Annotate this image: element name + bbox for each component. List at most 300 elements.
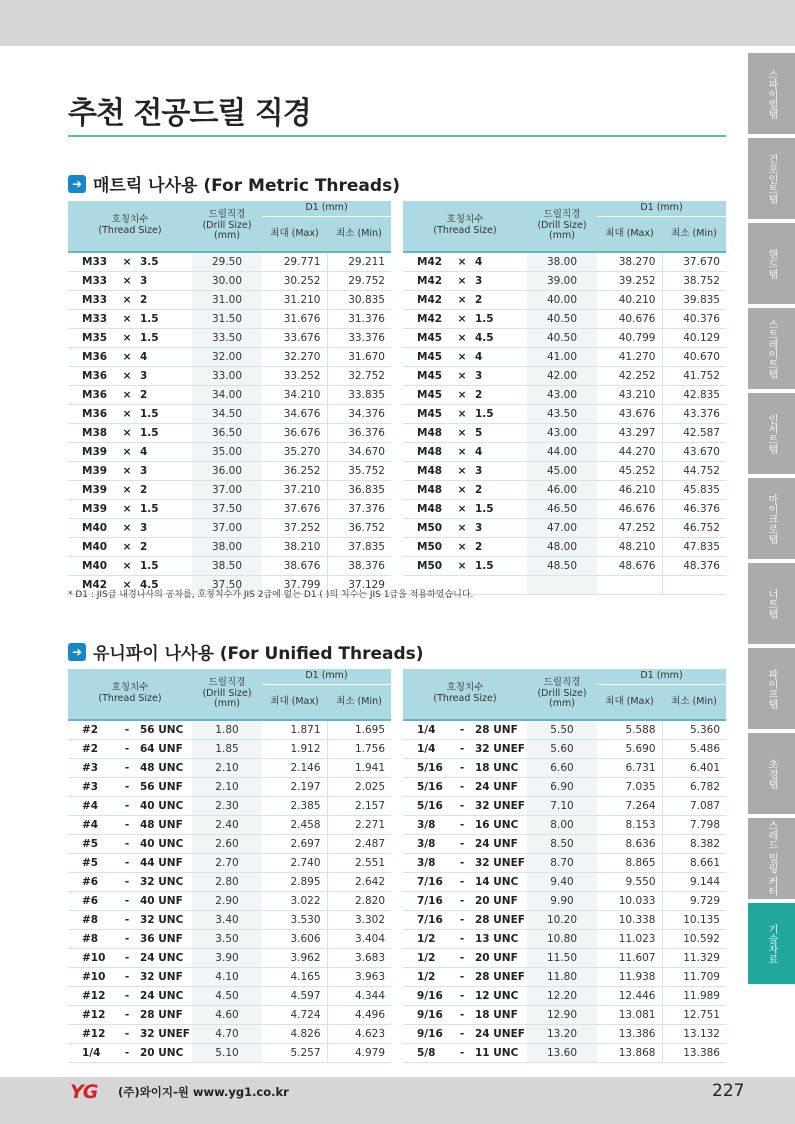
drill-size-cell: 7.10	[527, 797, 597, 816]
d1-min-cell: 2.025	[327, 778, 391, 797]
thread-major: #12	[82, 1028, 106, 1040]
d1-max-cell: 7.035	[597, 778, 662, 797]
drill-size-cell: 40.00	[527, 291, 597, 310]
d1-max-cell: 2.146	[262, 759, 327, 778]
drill-size-cell: 3.90	[192, 949, 262, 968]
d1-min-cell: 3.302	[327, 911, 391, 930]
d1-max-cell: 2.740	[262, 854, 327, 873]
side-tab[interactable]	[748, 648, 795, 729]
thread-pitch: 11 UNC	[475, 1047, 519, 1059]
d1-max-cell: 37.799	[262, 576, 327, 595]
table-row	[403, 557, 726, 576]
thread-separator: -	[459, 800, 465, 812]
thread-separator: -	[124, 971, 130, 983]
table-row	[68, 500, 391, 519]
d1-min-cell: 4.344	[327, 987, 391, 1006]
table-row	[68, 348, 391, 367]
header-thread-ko: 호칭치수	[446, 682, 484, 694]
thread-separator: -	[124, 990, 130, 1002]
drill-size-cell: 3.40	[192, 911, 262, 930]
d1-min-cell: 41.752	[662, 367, 726, 386]
table-row	[68, 949, 391, 968]
thread-pitch: 24 UNC	[140, 990, 184, 1002]
thread-size-cell	[68, 720, 192, 740]
d1-min-cell: 37.835	[327, 538, 391, 557]
unified-table-left	[68, 669, 391, 1063]
side-tab[interactable]	[748, 818, 795, 899]
thread-separator: ×	[122, 541, 132, 553]
d1-min-cell: 33.376	[327, 329, 391, 348]
thread-major: #10	[82, 952, 106, 964]
thread-pitch: 28 UNF	[140, 1009, 183, 1021]
header-drill-ko: 드릴직경	[543, 208, 581, 220]
thread-pitch: 2	[475, 294, 483, 306]
thread-major: 5/16	[417, 762, 443, 774]
thread-major: M42	[82, 579, 108, 591]
table-row	[68, 424, 391, 443]
table-row	[403, 252, 726, 272]
thread-size-cell	[68, 816, 192, 835]
table-row	[403, 538, 726, 557]
side-tab[interactable]	[748, 223, 795, 304]
thread-size-cell	[68, 1025, 192, 1044]
table-row	[68, 1025, 391, 1044]
d1-min-cell: 32.752	[327, 367, 391, 386]
drill-size-cell: 33.50	[192, 329, 262, 348]
side-tab[interactable]	[748, 138, 795, 219]
d1-max-cell: 31.210	[262, 291, 327, 310]
header-drill-en: (Drill Size)	[202, 219, 252, 231]
thread-major: #8	[82, 914, 99, 926]
thread-separator: -	[459, 990, 465, 1002]
table-row	[403, 291, 726, 310]
thread-pitch: 48 UNC	[140, 762, 184, 774]
d1-min-cell: 10.135	[662, 911, 726, 930]
table-row	[403, 367, 726, 386]
header-drill-size	[192, 669, 262, 720]
thread-separator: ×	[457, 484, 467, 496]
table-row	[403, 854, 726, 873]
header-thread-en: (Thread Size)	[98, 225, 162, 236]
thread-separator: ×	[122, 256, 132, 268]
d1-max-cell: 38.676	[262, 557, 327, 576]
thread-pitch: 4.5	[140, 579, 159, 591]
table-row	[68, 968, 391, 987]
thread-separator: ×	[457, 446, 467, 458]
table-row	[68, 911, 391, 930]
thread-size-cell	[68, 500, 192, 519]
table-row	[403, 424, 726, 443]
thread-size-cell	[403, 1006, 527, 1025]
table-row	[68, 462, 391, 481]
thread-pitch: 4.5	[475, 332, 494, 344]
d1-min-cell: 31.670	[327, 348, 391, 367]
header-thread-size	[68, 669, 192, 720]
d1-max-cell: 46.210	[597, 481, 662, 500]
thread-separator: ×	[457, 294, 467, 306]
d1-max-cell: 2.385	[262, 797, 327, 816]
side-tab-label: 기술자료	[766, 923, 777, 964]
table-row	[68, 987, 391, 1006]
side-tabs	[748, 53, 795, 988]
thread-size-cell	[403, 759, 527, 778]
thread-size-cell	[403, 835, 527, 854]
thread-pitch: 2	[475, 541, 483, 553]
thread-pitch: 16 UNC	[475, 819, 519, 831]
d1-max-cell: 11.607	[597, 949, 662, 968]
thread-major: 1/2	[417, 952, 436, 964]
drill-size-cell: 33.00	[192, 367, 262, 386]
d1-max-cell: 6.731	[597, 759, 662, 778]
d1-min-cell: 11.329	[662, 949, 726, 968]
thread-separator: -	[124, 819, 130, 831]
drill-size-cell: 4.60	[192, 1006, 262, 1025]
thread-pitch: 3	[475, 275, 483, 287]
thread-major: M45	[417, 408, 443, 420]
thread-size-cell	[403, 797, 527, 816]
d1-max-cell: 8.636	[597, 835, 662, 854]
thread-size-cell	[403, 538, 527, 557]
d1-min-cell: 2.487	[327, 835, 391, 854]
d1-min-cell: 43.376	[662, 405, 726, 424]
thread-pitch: 3	[475, 465, 483, 477]
d1-max-cell: 11.938	[597, 968, 662, 987]
table-row	[403, 1006, 726, 1025]
header-min: 최소 (Min)	[662, 217, 726, 253]
d1-max-cell: 13.868	[597, 1044, 662, 1063]
drill-size-cell: 5.10	[192, 1044, 262, 1063]
drill-size-cell: 38.00	[192, 538, 262, 557]
thread-major: M42	[417, 256, 443, 268]
table-row	[403, 816, 726, 835]
table-row	[403, 987, 726, 1006]
d1-max-cell: 42.252	[597, 367, 662, 386]
thread-major: M40	[82, 560, 108, 572]
arrow-icon: ➜	[68, 175, 86, 193]
thread-size-cell	[403, 519, 527, 538]
side-tab-label: 초경탭	[766, 758, 777, 789]
thread-size-cell	[403, 911, 527, 930]
side-tab[interactable]	[748, 478, 795, 559]
table-row	[68, 557, 391, 576]
thread-major: M39	[82, 465, 108, 477]
drill-size-cell: 11.80	[527, 968, 597, 987]
thread-major: M36	[82, 370, 108, 382]
thread-size-cell	[403, 500, 527, 519]
table-row	[403, 405, 726, 424]
d1-min-cell: 48.376	[662, 557, 726, 576]
header-d1: D1 (mm)	[262, 201, 391, 217]
thread-size-cell	[68, 310, 192, 329]
drill-size-cell: 8.70	[527, 854, 597, 873]
drill-size-cell: 9.40	[527, 873, 597, 892]
thread-size-cell	[403, 816, 527, 835]
table-row	[403, 348, 726, 367]
thread-size-cell	[403, 873, 527, 892]
thread-major: 1/4	[82, 1047, 101, 1059]
thread-size-cell	[68, 949, 192, 968]
d1-max-cell: 45.252	[597, 462, 662, 481]
d1-min-cell: 9.144	[662, 873, 726, 892]
header-min: 최소 (Min)	[662, 685, 726, 721]
thread-pitch: 32 UNEF	[475, 857, 525, 869]
thread-pitch: 1.5	[140, 560, 159, 572]
thread-separator: -	[124, 1009, 130, 1021]
table-row	[68, 272, 391, 291]
side-tab[interactable]	[748, 903, 795, 984]
thread-major: 9/16	[417, 1028, 443, 1040]
side-tab[interactable]	[748, 733, 795, 814]
thread-size-cell	[68, 968, 192, 987]
thread-major: M33	[82, 275, 108, 287]
d1-min-cell: 2.820	[327, 892, 391, 911]
table-row	[68, 720, 391, 740]
thread-size-cell	[68, 519, 192, 538]
d1-max-cell: 5.690	[597, 740, 662, 759]
table-row	[403, 873, 726, 892]
side-tab[interactable]	[748, 563, 795, 644]
thread-pitch: 3	[140, 522, 148, 534]
thread-pitch: 4	[475, 351, 483, 363]
thread-major: 5/8	[417, 1047, 436, 1059]
d1-min-cell: 33.835	[327, 386, 391, 405]
thread-separator: ×	[457, 427, 467, 439]
thread-pitch: 40 UNC	[140, 838, 184, 850]
drill-size-cell: 2.70	[192, 854, 262, 873]
thread-major: M36	[82, 389, 108, 401]
thread-major: M40	[82, 541, 108, 553]
d1-min-cell: 4.979	[327, 1044, 391, 1063]
drill-size-cell: 6.60	[527, 759, 597, 778]
table-row	[403, 911, 726, 930]
side-tab[interactable]	[748, 53, 795, 134]
thread-pitch: 1.5	[475, 503, 494, 515]
section-unified-label: 유니파이 나사용 (For Unified Threads)	[93, 644, 424, 664]
table-row	[68, 329, 391, 348]
thread-size-cell	[68, 272, 192, 291]
header-max: 최대 (Max)	[262, 685, 327, 721]
drill-size-cell: 2.40	[192, 816, 262, 835]
d1-max-cell: 33.676	[262, 329, 327, 348]
header-thread-en: (Thread Size)	[98, 693, 162, 704]
d1-min-cell: 6.401	[662, 759, 726, 778]
thread-pitch: 32 UNF	[140, 971, 183, 983]
thread-separator: -	[124, 933, 130, 945]
drill-size-cell: 38.50	[192, 557, 262, 576]
thread-size-cell	[68, 892, 192, 911]
thread-size-cell	[68, 405, 192, 424]
table-row	[403, 892, 726, 911]
thread-size-cell	[403, 740, 527, 759]
thread-major: M33	[82, 313, 108, 325]
table-row	[403, 968, 726, 987]
thread-pitch: 1.5	[475, 560, 494, 572]
thread-major: #3	[82, 762, 99, 774]
thread-size-cell	[403, 720, 527, 740]
d1-max-cell: 48.210	[597, 538, 662, 557]
thread-pitch: 2	[475, 484, 483, 496]
d1-min-cell: 4.496	[327, 1006, 391, 1025]
table-row	[403, 519, 726, 538]
d1-min-cell: 13.386	[662, 1044, 726, 1063]
thread-major: M33	[82, 294, 108, 306]
table-row	[403, 272, 726, 291]
header-max: 최대 (Max)	[597, 217, 662, 253]
table-row	[68, 367, 391, 386]
thread-major: #6	[82, 876, 99, 888]
thread-major: 9/16	[417, 1009, 443, 1021]
thread-major: M36	[82, 351, 108, 363]
d1-max-cell: 9.550	[597, 873, 662, 892]
d1-min-cell: 40.129	[662, 329, 726, 348]
d1-max-cell: 5.588	[597, 720, 662, 740]
d1-max-cell	[597, 576, 662, 595]
drill-size-cell: 29.50	[192, 252, 262, 272]
side-tab-label: 파이프탭	[766, 668, 777, 709]
d1-max-cell: 37.252	[262, 519, 327, 538]
drill-size-cell: 32.00	[192, 348, 262, 367]
thread-separator: -	[459, 819, 465, 831]
side-tab-label: 스레드 밀링 커터	[766, 820, 777, 897]
thread-major: 7/16	[417, 914, 443, 926]
thread-separator: -	[124, 857, 130, 869]
thread-separator: ×	[122, 560, 132, 572]
d1-min-cell: 36.835	[327, 481, 391, 500]
thread-major: #12	[82, 1009, 106, 1021]
thread-pitch: 32 UNC	[140, 914, 184, 926]
thread-separator: -	[459, 838, 465, 850]
thread-major: #6	[82, 895, 99, 907]
d1-max-cell: 48.676	[597, 557, 662, 576]
thread-major: #2	[82, 743, 99, 755]
thread-separator: -	[459, 952, 465, 964]
table-row	[68, 835, 391, 854]
d1-min-cell: 4.623	[327, 1025, 391, 1044]
drill-size-cell: 13.60	[527, 1044, 597, 1063]
d1-max-cell: 32.270	[262, 348, 327, 367]
thread-major: M48	[417, 503, 443, 515]
d1-min-cell: 3.683	[327, 949, 391, 968]
thread-size-cell	[68, 538, 192, 557]
drill-size-cell: 1.85	[192, 740, 262, 759]
side-tab[interactable]	[748, 308, 795, 389]
d1-min-cell: 45.835	[662, 481, 726, 500]
thread-size-cell	[403, 386, 527, 405]
d1-max-cell: 2.458	[262, 816, 327, 835]
thread-major: 7/16	[417, 895, 443, 907]
thread-major: M50	[417, 560, 443, 572]
d1-max-cell: 46.676	[597, 500, 662, 519]
thread-major: #5	[82, 857, 99, 869]
table-row	[68, 759, 391, 778]
top-bar	[0, 0, 795, 46]
table-row	[403, 835, 726, 854]
header-thread-size	[403, 201, 527, 252]
drill-size-cell: 12.90	[527, 1006, 597, 1025]
d1-min-cell: 34.376	[327, 405, 391, 424]
d1-max-cell: 4.724	[262, 1006, 327, 1025]
d1-min-cell: 38.752	[662, 272, 726, 291]
thread-size-cell	[68, 740, 192, 759]
table-row	[68, 291, 391, 310]
thread-size-cell	[403, 481, 527, 500]
drill-size-cell: 4.10	[192, 968, 262, 987]
d1-max-cell: 7.264	[597, 797, 662, 816]
thread-separator: -	[459, 857, 465, 869]
thread-pitch: 12 UNC	[475, 990, 519, 1002]
page-title: 추천 전공드릴 직경	[68, 96, 311, 131]
drill-size-cell: 44.00	[527, 443, 597, 462]
thread-pitch: 2	[140, 389, 148, 401]
thread-pitch: 4	[475, 446, 483, 458]
table-row	[68, 740, 391, 759]
table-row	[68, 443, 391, 462]
drill-size-cell: 13.20	[527, 1025, 597, 1044]
side-tab-label: 핸드탭	[766, 248, 777, 279]
table-row	[403, 1025, 726, 1044]
thread-separator: ×	[122, 332, 132, 344]
section-metric-label: 매트릭 나사용 (For Metric Threads)	[93, 176, 400, 196]
thread-separator: ×	[122, 465, 132, 477]
thread-size-cell	[403, 443, 527, 462]
header-drill-ko: 드릴직경	[208, 676, 246, 688]
thread-pitch: 4	[140, 351, 148, 363]
thread-separator: -	[459, 895, 465, 907]
d1-max-cell: 33.252	[262, 367, 327, 386]
thread-separator: ×	[457, 370, 467, 382]
drill-size-cell: 10.20	[527, 911, 597, 930]
thread-separator: ×	[457, 541, 467, 553]
side-tab[interactable]	[748, 393, 795, 474]
thread-size-cell	[68, 930, 192, 949]
drill-size-cell: 8.50	[527, 835, 597, 854]
d1-max-cell: 13.386	[597, 1025, 662, 1044]
table-row	[403, 949, 726, 968]
thread-separator: -	[124, 914, 130, 926]
table-row	[68, 892, 391, 911]
thread-size-cell	[68, 987, 192, 1006]
thread-major: M48	[417, 465, 443, 477]
thread-separator: -	[124, 1028, 130, 1040]
header-min: 최소 (Min)	[327, 685, 391, 721]
table-row	[403, 759, 726, 778]
thread-separator: ×	[122, 294, 132, 306]
d1-max-cell: 41.270	[597, 348, 662, 367]
thread-separator: ×	[457, 275, 467, 287]
thread-major: #12	[82, 990, 106, 1002]
d1-min-cell: 8.382	[662, 835, 726, 854]
thread-size-cell	[403, 329, 527, 348]
d1-max-cell: 1.912	[262, 740, 327, 759]
thread-separator: ×	[457, 522, 467, 534]
drill-size-cell: 30.00	[192, 272, 262, 291]
drill-size-cell: 11.50	[527, 949, 597, 968]
table-row	[68, 816, 391, 835]
thread-pitch: 20 UNF	[475, 952, 518, 964]
table-row	[68, 778, 391, 797]
drill-size-cell: 37.00	[192, 481, 262, 500]
thread-pitch: 2	[140, 294, 148, 306]
thread-pitch: 56 UNF	[140, 781, 183, 793]
drill-size-cell: 5.60	[527, 740, 597, 759]
thread-pitch: 4	[140, 446, 148, 458]
d1-min-cell: 29.211	[327, 252, 391, 272]
drill-size-cell: 48.50	[527, 557, 597, 576]
thread-size-cell	[68, 911, 192, 930]
section-unified	[68, 639, 424, 664]
thread-pitch: 14 UNC	[475, 876, 519, 888]
d1-min-cell: 10.592	[662, 930, 726, 949]
